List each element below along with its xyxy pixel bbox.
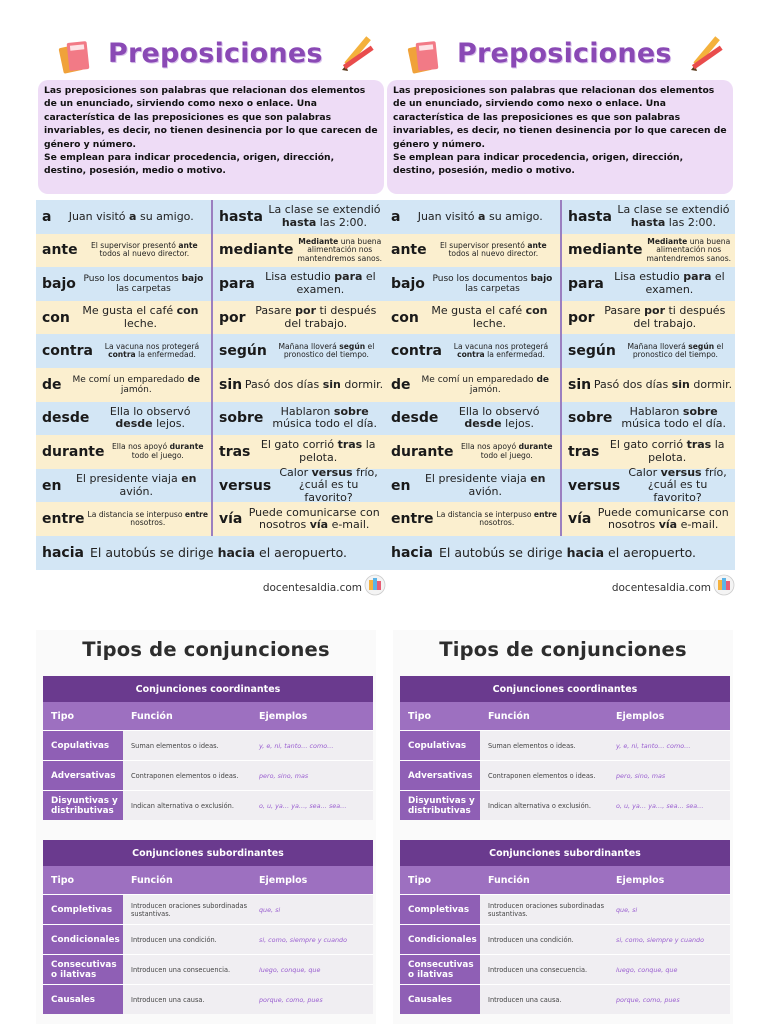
preposition-word: versus	[219, 477, 272, 494]
function-cell: Suman elementos o ideas.	[480, 731, 608, 760]
example-sentence: Juan visitó a su amigo.	[68, 209, 194, 223]
table-row	[400, 924, 730, 954]
preposition-word: bajo	[42, 275, 76, 292]
example-sentence: Mañana lloverá según el pronostico del tiempo.	[627, 341, 724, 360]
preposition-word: de	[42, 376, 62, 393]
table-columns	[400, 866, 730, 894]
preposition-word: mediante	[568, 242, 643, 259]
preposition-word: sin	[568, 376, 592, 393]
intro-paragraph: Se emplean para indicar procedencia, origen, dirección, destino, posesión, medio o motivo.	[393, 152, 684, 177]
example-sentence: La vacuna nos protegerá contra la enfermedad.	[453, 341, 549, 360]
table-row	[400, 790, 730, 820]
preposition-word: según	[568, 343, 616, 360]
preposition-cell	[211, 502, 386, 536]
preposition-cell	[36, 200, 211, 234]
table-header: Conjunciones subordinantes	[400, 840, 730, 866]
preposition-cell	[385, 200, 560, 234]
table-row	[400, 730, 730, 760]
preposition-cell	[385, 469, 560, 503]
column-header: Ejemplos	[259, 710, 308, 722]
table-row	[43, 730, 373, 760]
pencils-icon	[336, 32, 376, 78]
example-sentence: Pasó dos días sin dormir.	[593, 377, 733, 391]
examples-cell: y, e, ni, tanto… como…	[608, 731, 730, 760]
examples-cell: si, como, siempre y cuando	[251, 925, 373, 954]
function-cell: Indican alternativa o exclusión.	[480, 791, 608, 820]
function-cell: Contraponen elementos o ideas.	[480, 761, 608, 790]
preposition-cell	[36, 234, 211, 268]
example-sentence: Puso los documentos bajo las carpetas	[432, 273, 553, 294]
preposition-row	[385, 402, 735, 436]
preposition-cell	[36, 435, 211, 469]
table-row	[43, 894, 373, 924]
preposition-cell	[211, 368, 386, 402]
preposition-cell	[560, 502, 735, 536]
preposition-cell	[211, 267, 386, 301]
type-cell: Copulativas	[400, 731, 480, 760]
preposition-row	[385, 536, 735, 570]
table-row	[43, 790, 373, 820]
preposition-row	[36, 234, 386, 268]
type-cell: Causales	[400, 985, 480, 1014]
preposition-word: por	[219, 309, 246, 326]
preposition-word: contra	[42, 343, 93, 360]
examples-cell: que, si	[608, 895, 730, 924]
card-header	[385, 30, 735, 80]
preposition-cell	[211, 301, 386, 335]
preposition-cell	[36, 502, 211, 536]
intro-box	[387, 80, 733, 194]
preposition-cell	[385, 502, 560, 536]
example-sentence: La clase se extendió hasta las 2:00.	[268, 203, 381, 229]
table-row	[400, 760, 730, 790]
preposition-word: sobre	[568, 410, 613, 427]
example-sentence: La clase se extendió hasta las 2:00.	[617, 203, 730, 229]
function-cell: Introducen oraciones subordinadas sustantivas.	[480, 895, 608, 924]
preposition-cell	[560, 234, 735, 268]
table-row	[400, 954, 730, 984]
example-sentence: Lisa estudio para el examen.	[265, 270, 376, 296]
preposition-row	[36, 267, 386, 301]
preposition-word: mediante	[219, 242, 294, 259]
preposition-row	[385, 234, 735, 268]
examples-cell: o, u, ya… ya…, sea… sea…	[251, 791, 373, 820]
examples-cell: que, si	[251, 895, 373, 924]
preposition-cell	[385, 267, 560, 301]
site-label: docentesaldia.com	[611, 581, 711, 594]
preposition-word: sobre	[219, 410, 264, 427]
column-header: Tipo	[408, 874, 432, 886]
preposition-cell	[36, 469, 211, 503]
table-header: Conjunciones subordinantes	[43, 840, 373, 866]
preposition-cell	[560, 200, 735, 234]
example-sentence: Mediante una buena alimentación nos mantendremos sanos.	[646, 236, 732, 263]
table-row	[43, 924, 373, 954]
preposition-row	[36, 502, 386, 536]
preposition-cell	[211, 234, 386, 268]
page-title: Preposiciones	[108, 38, 323, 69]
preposition-row	[385, 301, 735, 335]
preposition-row	[385, 267, 735, 301]
preposition-word: desde	[391, 410, 439, 427]
example-sentence: Hablaron sobre música todo el día.	[272, 404, 377, 431]
intro-box	[38, 80, 384, 194]
column-header: Tipo	[51, 710, 75, 722]
preposition-cell	[211, 435, 386, 469]
table-columns	[43, 866, 373, 894]
example-sentence: El autobús se dirige hacia el aeropuerto.	[89, 545, 348, 561]
type-cell: Consecutivas o ilativas	[400, 955, 480, 984]
column-header: Ejemplos	[259, 874, 308, 886]
example-sentence: Ella nos apoyó durante todo el juego.	[112, 442, 204, 460]
column-header: Función	[488, 710, 530, 722]
preposition-row	[385, 435, 735, 469]
preposition-cell	[36, 402, 211, 436]
example-sentence: Ella lo observó desde lejos.	[109, 404, 191, 431]
type-cell: Condicionales	[400, 925, 480, 954]
preposition-word: para	[219, 275, 255, 292]
example-sentence: Puede comunicarse con nosotros vía e-mail.	[248, 505, 380, 532]
prepositions-card	[36, 30, 386, 594]
table-header: Conjunciones coordinantes	[43, 676, 373, 702]
example-sentence: Pasó dos días sin dormir.	[244, 377, 384, 391]
preposition-word: durante	[42, 443, 105, 460]
examples-cell: pero, sino, mas	[251, 761, 373, 790]
preposition-cell	[211, 465, 386, 504]
example-sentence: El gato corrió tras la pelota.	[260, 438, 376, 464]
example-sentence: Me gusta el café con leche.	[431, 304, 548, 330]
preposition-row	[385, 465, 735, 504]
preposition-cell	[385, 435, 560, 469]
preposition-cell	[385, 301, 560, 335]
function-cell: Introducen una causa.	[480, 985, 608, 1014]
preposition-row	[36, 200, 386, 234]
preposition-cell	[211, 200, 386, 234]
example-sentence: Ella lo observó desde lejos.	[458, 404, 540, 431]
preposition-cell	[36, 334, 211, 368]
example-sentence: Puede comunicarse con nosotros vía e-mail.	[597, 505, 729, 532]
preposition-word: tras	[568, 443, 600, 460]
examples-cell: y, e, ni, tanto… como…	[251, 731, 373, 760]
example-sentence: El supervisor presentó ante todos al nuevo director.	[90, 240, 198, 259]
pencils-icon	[685, 32, 725, 78]
example-sentence: Pasare por ti después del trabajo.	[604, 304, 726, 330]
preposition-word: desde	[42, 410, 90, 427]
card-footer	[36, 572, 386, 602]
conjunctions-card	[36, 630, 376, 1024]
function-cell: Introducen una condición.	[480, 925, 608, 954]
preposition-word: sin	[219, 376, 243, 393]
example-sentence: Me gusta el café con leche.	[82, 304, 199, 330]
table-columns	[43, 702, 373, 730]
preposition-row	[36, 334, 386, 368]
function-cell: Introducen una causa.	[123, 985, 251, 1014]
card-header	[36, 30, 386, 80]
preposition-cell	[560, 465, 735, 504]
table-row	[400, 984, 730, 1014]
conjunctions-title: Tipos de conjunciones	[439, 638, 687, 661]
preposition-word: en	[391, 477, 411, 494]
preposition-row	[36, 301, 386, 335]
preposition-row	[36, 536, 386, 570]
preposition-word: vía	[219, 511, 243, 528]
preposition-row	[36, 435, 386, 469]
type-cell: Causales	[43, 985, 123, 1014]
column-header: Ejemplos	[616, 710, 665, 722]
intro-paragraph: Se emplean para indicar procedencia, origen, dirección, destino, posesión, medio o motivo.	[44, 152, 335, 177]
logo-icon	[364, 574, 386, 596]
preposition-word: tras	[219, 443, 251, 460]
preposition-row	[385, 502, 735, 536]
table-row	[400, 894, 730, 924]
example-sentence: El presidente viaja en avión.	[424, 472, 546, 498]
examples-cell: luego, conque, que	[251, 955, 373, 984]
preposition-cell	[385, 368, 560, 402]
example-sentence: La vacuna nos protegerá contra la enfermedad.	[104, 341, 200, 360]
table-header: Conjunciones coordinantes	[400, 676, 730, 702]
preposition-word: según	[219, 343, 267, 360]
preposition-row	[36, 368, 386, 402]
example-sentence: Me comí un emparedado de jamón.	[421, 374, 549, 395]
preposition-cell	[560, 435, 735, 469]
preposition-cell	[385, 402, 560, 436]
intro-paragraph: Las preposiciones son palabras que relacionan dos elementos de un enunciado, sirviendo como nexo o enlace. Una característica de las preposiciones es que son palabras invariables, es decir, no tienen desinencia por lo que carecen de género y número.	[44, 85, 378, 150]
example-sentence: La distancia se interpuso entre nosotros.	[436, 509, 558, 528]
example-sentence: Calor versus frío, ¿cuál es tu favorito?	[628, 465, 727, 504]
subordinating-table	[400, 840, 730, 1014]
type-cell: Adversativas	[43, 761, 123, 790]
function-cell: Introducen una consecuencia.	[123, 955, 251, 984]
column-header: Función	[131, 874, 173, 886]
preposition-word: ante	[391, 242, 427, 259]
preposition-word: durante	[391, 443, 454, 460]
preposition-word: contra	[391, 343, 442, 360]
examples-cell: porque, como, pues	[251, 985, 373, 1014]
preposition-word: por	[568, 309, 595, 326]
preposition-cell	[36, 301, 211, 335]
preposition-word: de	[391, 376, 411, 393]
preposition-word: a	[42, 208, 52, 225]
type-cell: Condicionales	[43, 925, 123, 954]
example-sentence: Me comí un emparedado de jamón.	[72, 374, 200, 395]
preposition-word: con	[391, 309, 419, 326]
type-cell: Disyuntivas y distributivas	[400, 791, 480, 820]
preposition-cell	[36, 368, 211, 402]
preposition-word: en	[42, 477, 62, 494]
examples-cell: pero, sino, mas	[608, 761, 730, 790]
preposition-cell	[211, 402, 386, 436]
table-row	[43, 760, 373, 790]
preposition-word: versus	[568, 477, 621, 494]
preposition-row	[385, 200, 735, 234]
preposition-cell	[560, 402, 735, 436]
preposition-word: ante	[42, 242, 78, 259]
example-sentence: Juan visitó a su amigo.	[417, 209, 543, 223]
site-label: docentesaldia.com	[262, 581, 362, 594]
example-sentence: Ella nos apoyó durante todo el juego.	[461, 442, 553, 460]
coordinating-table	[400, 676, 730, 820]
function-cell: Introducen una consecuencia.	[480, 955, 608, 984]
preposition-word: hasta	[568, 208, 612, 225]
column-header: Tipo	[51, 874, 75, 886]
function-cell: Suman elementos o ideas.	[123, 731, 251, 760]
page-title: Preposiciones	[457, 38, 672, 69]
preposition-cell	[36, 536, 386, 570]
preposition-cell	[385, 334, 560, 368]
intro-paragraph: Las preposiciones son palabras que relacionan dos elementos de un enunciado, sirviendo como nexo o enlace. Una característica de las preposiciones es que son palabras invariables, es decir, no tienen desinencia por lo que carecen de género y número.	[393, 85, 727, 150]
type-cell: Copulativas	[43, 731, 123, 760]
card-footer	[385, 572, 735, 602]
preposition-word: hacia	[42, 544, 84, 561]
table-columns	[400, 702, 730, 730]
example-sentence: Puso los documentos bajo las carpetas	[83, 273, 204, 294]
function-cell: Indican alternativa o exclusión.	[123, 791, 251, 820]
examples-cell: o, u, ya… ya…, sea… sea…	[608, 791, 730, 820]
books-icon	[407, 36, 443, 74]
example-sentence: El autobús se dirige hacia el aeropuerto.	[438, 545, 697, 561]
type-cell: Completivas	[43, 895, 123, 924]
example-sentence: Calor versus frío, ¿cuál es tu favorito?	[279, 465, 378, 504]
column-header: Ejemplos	[616, 874, 665, 886]
type-cell: Completivas	[400, 895, 480, 924]
preposition-cell	[36, 267, 211, 301]
preposition-word: entre	[42, 511, 85, 528]
example-sentence: Mediante una buena alimentación nos mantendremos sanos.	[297, 236, 383, 263]
type-cell: Disyuntivas y distributivas	[43, 791, 123, 820]
example-sentence: Lisa estudio para el examen.	[614, 270, 725, 296]
example-sentence: Mañana lloverá según el pronostico del tiempo.	[278, 341, 375, 360]
preposition-word: con	[42, 309, 70, 326]
preposition-cell	[560, 368, 735, 402]
column-header: Función	[131, 710, 173, 722]
table-row	[43, 954, 373, 984]
example-sentence: El gato corrió tras la pelota.	[609, 438, 725, 464]
preposition-row	[36, 465, 386, 504]
preposition-word: a	[391, 208, 401, 225]
function-cell: Contraponen elementos o ideas.	[123, 761, 251, 790]
conjunctions-card	[393, 630, 733, 1024]
prepositions-grid	[385, 200, 735, 570]
column-header: Tipo	[408, 710, 432, 722]
subordinating-table	[43, 840, 373, 1014]
logo-icon	[713, 574, 735, 596]
examples-cell: porque, como, pues	[608, 985, 730, 1014]
preposition-word: hasta	[219, 208, 263, 225]
preposition-cell	[211, 334, 386, 368]
example-sentence: Pasare por ti después del trabajo.	[255, 304, 377, 330]
examples-cell: si, como, siempre y cuando	[608, 925, 730, 954]
examples-cell: luego, conque, que	[608, 955, 730, 984]
preposition-word: hacia	[391, 544, 433, 561]
example-sentence: Hablaron sobre música todo el día.	[621, 404, 726, 431]
table-row	[43, 984, 373, 1014]
prepositions-grid	[36, 200, 386, 570]
books-icon	[58, 36, 94, 74]
preposition-word: vía	[568, 511, 592, 528]
example-sentence: El presidente viaja en avión.	[75, 472, 197, 498]
preposition-cell	[560, 301, 735, 335]
example-sentence: La distancia se interpuso entre nosotros.	[87, 509, 209, 528]
preposition-cell	[560, 334, 735, 368]
preposition-word: bajo	[391, 275, 425, 292]
function-cell: Introducen oraciones subordinadas sustantivas.	[123, 895, 251, 924]
preposition-row	[385, 334, 735, 368]
conjunctions-title: Tipos de conjunciones	[82, 638, 330, 661]
preposition-cell	[560, 267, 735, 301]
prepositions-card	[385, 30, 735, 594]
preposition-word: entre	[391, 511, 434, 528]
preposition-row	[36, 402, 386, 436]
preposition-cell	[385, 234, 560, 268]
type-cell: Consecutivas o ilativas	[43, 955, 123, 984]
preposition-cell	[385, 536, 735, 570]
column-header: Función	[488, 874, 530, 886]
preposition-word: para	[568, 275, 604, 292]
preposition-row	[385, 368, 735, 402]
function-cell: Introducen una condición.	[123, 925, 251, 954]
example-sentence: El supervisor presentó ante todos al nuevo director.	[439, 240, 547, 259]
type-cell: Adversativas	[400, 761, 480, 790]
coordinating-table	[43, 676, 373, 820]
